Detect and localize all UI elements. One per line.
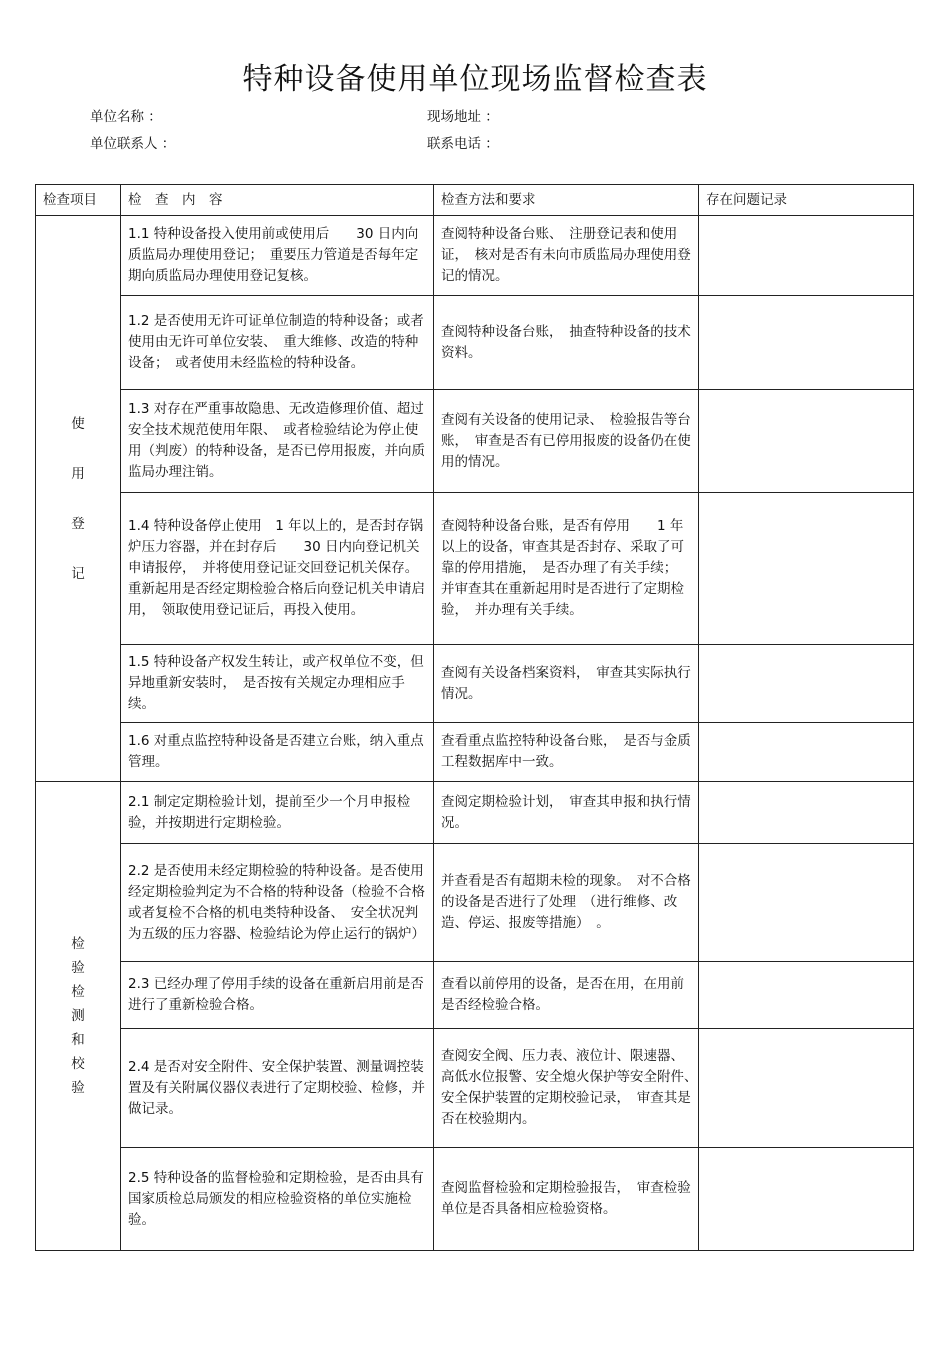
method-cell: 查阅监督检验和定期检验报告， 审查检验单位是否具备相应检验资格。 [434,1148,699,1251]
method-cell: 查阅有关设备的使用记录、 检验报告等台账， 审查是否有已停用报废的设备仍在使用的情况。 [434,390,699,493]
table-row [36,493,914,645]
content-cell: 2.2 是否使用未经定期检验的特种设备。是否使用经定期检验判定为不合格的特种设备（检验不合格或者复检不合格的机电类特种设备、 安全状况判为五级的压力容器、检验结论为停止运行的锅炉） [121,844,434,962]
method-cell: 查阅定期检验计划， 审查其申报和执行情况。 [434,782,699,844]
category-cell [36,216,121,782]
method-cell: 查阅有关设备档案资料， 审查其实际执行情况。 [434,645,699,723]
record-cell[interactable] [699,1029,914,1148]
method-cell: 查看以前停用的设备，是否在用，在用前是否经检验合格。 [434,962,699,1029]
header-record: 存在问题记录 [699,185,914,216]
content-cell: 2.4 是否对安全附件、安全保护装置、测量调控装置及有关附属仪器仪表进行了定期校验、检修，并做记录。 [121,1029,434,1148]
content-cell: 2.1 制定定期检验计划，提前至少一个月申报检验，并按期进行定期检验。 [121,782,434,844]
method-cell: 查阅安全阀、压力表、液位计、限速器、高低水位报警、安全熄火保护等安全附件、 安全保护装置的定期校验记录， 审查其是否在校验期内。 [434,1029,699,1148]
header-content: 检 查 内 容 [121,185,434,216]
content-cell: 1.1 特种设备投入使用前或使用后 30 日内向质监局办理使用登记； 重要压力管道是否每年定期向质监局办理使用登记复核。 [121,216,434,296]
method-cell: 查阅特种设备台账，是否有停用 1 年以上的设备，审查其是否封存、采取了可靠的停用措施， 是否办理了有关手续； 并审查其在重新起用时是否进行了定期检验， 并办理有关手续。 [434,493,699,645]
content-cell: 1.5 特种设备产权发生转让，或产权单位不变，但异地重新安装时， 是否按有关规定办理相应手续。 [121,645,434,723]
table-row [36,390,914,493]
content-cell: 1.3 对存在严重事故隐患、无改造修理价值、超过安全技术规范使用年限、 或者检验结论为停止使用（判废）的特种设备，是否已停用报废，并向质监局办理注销。 [121,390,434,493]
contact-phone-label: 联系电话 ： [427,136,499,152]
header-method: 检查方法和要求 [434,185,699,216]
method-cell: 查阅特种设备台账， 抽查特种设备的技术资料。 [434,296,699,390]
contact-person-label: 单位联系人 ： [90,136,176,152]
table-row [36,844,914,962]
method-cell: 并查看是否有超期未检的现象。 对不合格的设备是否进行了处理 （进行维修、改造、停运、报废等措施） 。 [434,844,699,962]
table-row [36,782,914,844]
method-cell: 查看重点监控特种设备台账， 是否与金质工程数据库中一致。 [434,723,699,782]
content-cell: 2.3 已经办理了停用手续的设备在重新启用前是否进行了重新检验合格。 [121,962,434,1029]
site-address-label: 现场地址 ： [427,109,499,125]
content-cell: 1.2 是否使用无许可证单位制造的特种设备；或者使用由无许可单位安装、 重大维修、改造的特种设备； 或者使用未经监检的特种设备。 [121,296,434,390]
record-cell[interactable] [699,1148,914,1251]
content-cell: 1.6 对重点监控特种设备是否建立台账，纳入重点管理。 [121,723,434,782]
record-cell[interactable] [699,844,914,962]
content-cell: 2.5 特种设备的监督检验和定期检验，是否由具有国家质检总局颁发的相应检验资格的单位实施检验。 [121,1148,434,1251]
category-cell [36,782,121,1251]
table-row [36,645,914,723]
unit-name-label: 单位名称 ： [90,109,162,125]
table-row [36,723,914,782]
header-item: 检查项目 [36,185,121,216]
category-label: 使用登记 [71,415,85,582]
record-cell[interactable] [699,962,914,1029]
table-row [36,1029,914,1148]
content-cell: 1.4 特种设备停止使用 1 年以上的，是否封存锅炉压力容器，并在封存后 30 日内向登记机关申请报停， 并将使用登记证交回登记机关保存。 重新起用是否经定期检验合格后向登记机关申请启用， 领取使用登记证后，再投入使用。 [121,493,434,645]
table-row [36,296,914,390]
record-cell[interactable] [699,296,914,390]
record-cell[interactable] [699,216,914,296]
record-cell[interactable] [699,782,914,844]
record-cell[interactable] [699,723,914,782]
record-cell[interactable] [699,390,914,493]
table-row [36,216,914,296]
category-label: 检验检测和校验 [71,936,85,1096]
method-cell: 查阅特种设备台账、 注册登记表和使用证， 核对是否有未向市质监局办理使用登记的情况。 [434,216,699,296]
inspection-table [35,184,914,1251]
table-row [36,962,914,1029]
page-title: 特种设备使用单位现场监督检查表 [242,62,708,97]
record-cell[interactable] [699,493,914,645]
table-header-row [36,185,914,216]
record-cell[interactable] [699,645,914,723]
table-row [36,1148,914,1251]
